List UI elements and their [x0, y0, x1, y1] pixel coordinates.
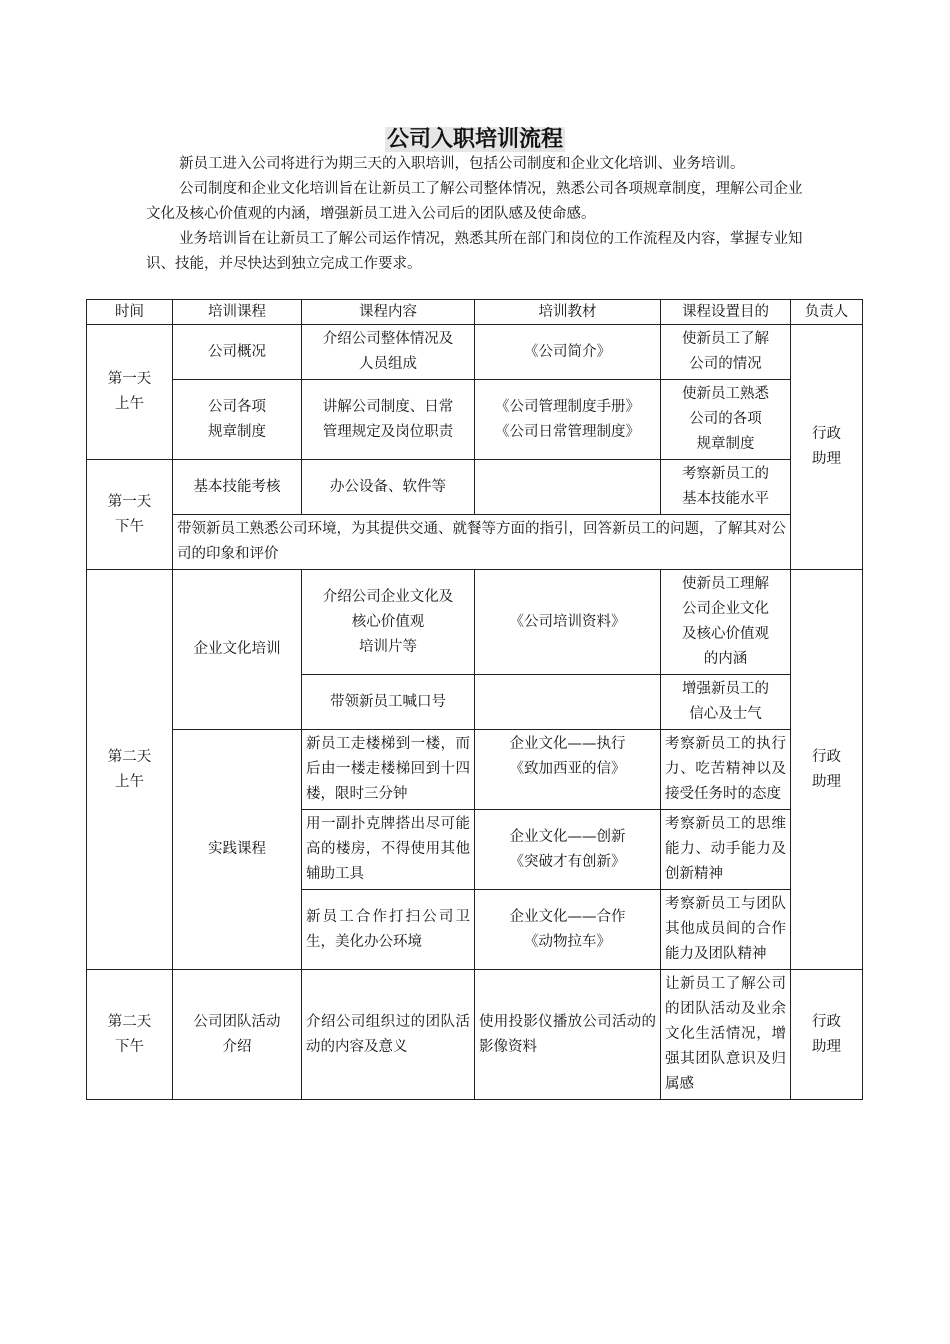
purpose-cell: 考察新员工的 基本技能水平: [661, 460, 791, 515]
purpose-cell: 让新员工了解公司的团队活动及业余文化生活情况，增强其团队意识及归属感: [661, 970, 791, 1100]
material-cell: 《公司培训资料》: [475, 570, 661, 675]
content-cell: 讲解公司制度、日常 管理规定及岗位职责: [302, 380, 475, 460]
page-title-wrap: [0, 122, 950, 153]
material-cell: 企业文化——创新 《突破才有创新》: [475, 810, 661, 890]
material-cell: 企业文化——合作 《动物拉车》: [475, 890, 661, 970]
table-row: [87, 380, 863, 460]
material-cell: [475, 460, 661, 515]
activity-cell: 带领新员工熟悉公司环境，为其提供交通、就餐等方面的指引，回答新员工的问题，了解其对公司的印象和评价: [173, 515, 791, 570]
intro-paragraph: 新员工进入公司将进行为期三天的入职培训，包括公司制度和企业文化培训、业务培训。: [179, 156, 745, 172]
purpose-cell: 考察新员工的思维能力、动手能力及创新精神: [661, 810, 791, 890]
time-cell: 第一天 上午: [87, 325, 173, 460]
table-row: [87, 970, 863, 1100]
content-cell: 介绍公司组织过的团队活动的内容及意义: [302, 970, 475, 1100]
course-cell: 企业文化培训: [173, 570, 302, 730]
purpose-cell: 使新员工理解 公司企业文化 及核心价值观 的内涵: [661, 570, 791, 675]
course-cell: 公司团队活动 介绍: [173, 970, 302, 1100]
header-cell: 课程设置目的: [661, 300, 791, 325]
intro-paragraph: 业务培训旨在让新员工了解公司运作情况，熟悉其所在部门和岗位的工作流程及内容，掌握专业知识、技能，并尽快达到独立完成工作要求。: [146, 231, 803, 272]
content-cell: 介绍公司企业文化及 核心价值观 培训片等: [302, 570, 475, 675]
purpose-cell: 考察新员工的执行力、吃苦精神以及接受任务时的态度: [661, 730, 791, 810]
owner-cell: 行政 助理: [791, 570, 863, 970]
header-cell: 时间: [87, 300, 173, 325]
header-cell: 负责人: [791, 300, 863, 325]
purpose-cell: 增强新员工的 信心及士气: [661, 675, 791, 730]
course-cell: 基本技能考核: [173, 460, 302, 515]
page-title: 公司入职培训流程: [386, 127, 563, 152]
material-cell: [475, 675, 661, 730]
purpose-cell: 考察新员工与团队其他成员间的合作能力及团队精神: [661, 890, 791, 970]
header-cell: 培训课程: [173, 300, 302, 325]
table-row: [87, 460, 863, 515]
course-cell: 实践课程: [173, 730, 302, 970]
purpose-cell: 使新员工熟悉 公司的各项 规章制度: [661, 380, 791, 460]
table-header-row: [87, 300, 863, 325]
time-cell: 第一天 下午: [87, 460, 173, 570]
content-cell: 带领新员工喊口号: [302, 675, 475, 730]
training-schedule-table: [86, 299, 863, 1100]
material-cell: 企业文化——执行 《致加西亚的信》: [475, 730, 661, 810]
owner-cell: 行政 助理: [791, 970, 863, 1100]
table-row: [87, 570, 863, 675]
course-cell: 公司各项 规章制度: [173, 380, 302, 460]
intro-paragraph: 公司制度和企业文化培训旨在让新员工了解公司整体情况，熟悉公司各项规章制度，理解公司企业文化及核心价值观的内涵，增强新员工进入公司后的团队感及使命感。: [146, 181, 803, 222]
purpose-cell: 使新员工了解 公司的情况: [661, 325, 791, 380]
table-row: [87, 325, 863, 380]
table-row: [87, 730, 863, 810]
header-cell: 培训教材: [475, 300, 661, 325]
content-cell: 介绍公司整体情况及 人员组成: [302, 325, 475, 380]
time-cell: 第二天 上午: [87, 570, 173, 970]
table-row: [87, 515, 863, 570]
content-cell: 办公设备、软件等: [302, 460, 475, 515]
content-cell: 新员工走楼梯到一楼，而后由一楼走楼梯回到十四楼，限时三分钟: [302, 730, 475, 810]
owner-cell: 行政 助理: [791, 325, 863, 570]
time-cell: 第二天 下午: [87, 970, 173, 1100]
material-cell: 使用投影仪播放公司活动的影像资料: [475, 970, 661, 1100]
content-cell: 用一副扑克牌搭出尽可能高的楼房，不得使用其他辅助工具: [302, 810, 475, 890]
course-cell: 公司概况: [173, 325, 302, 380]
content-cell: 新员工合作打扫公司卫生，美化办公环境: [302, 890, 475, 970]
intro-section: [146, 152, 816, 277]
material-cell: 《公司管理制度手册》 《公司日常管理制度》: [475, 380, 661, 460]
header-cell: 课程内容: [302, 300, 475, 325]
material-cell: 《公司简介》: [475, 325, 661, 380]
